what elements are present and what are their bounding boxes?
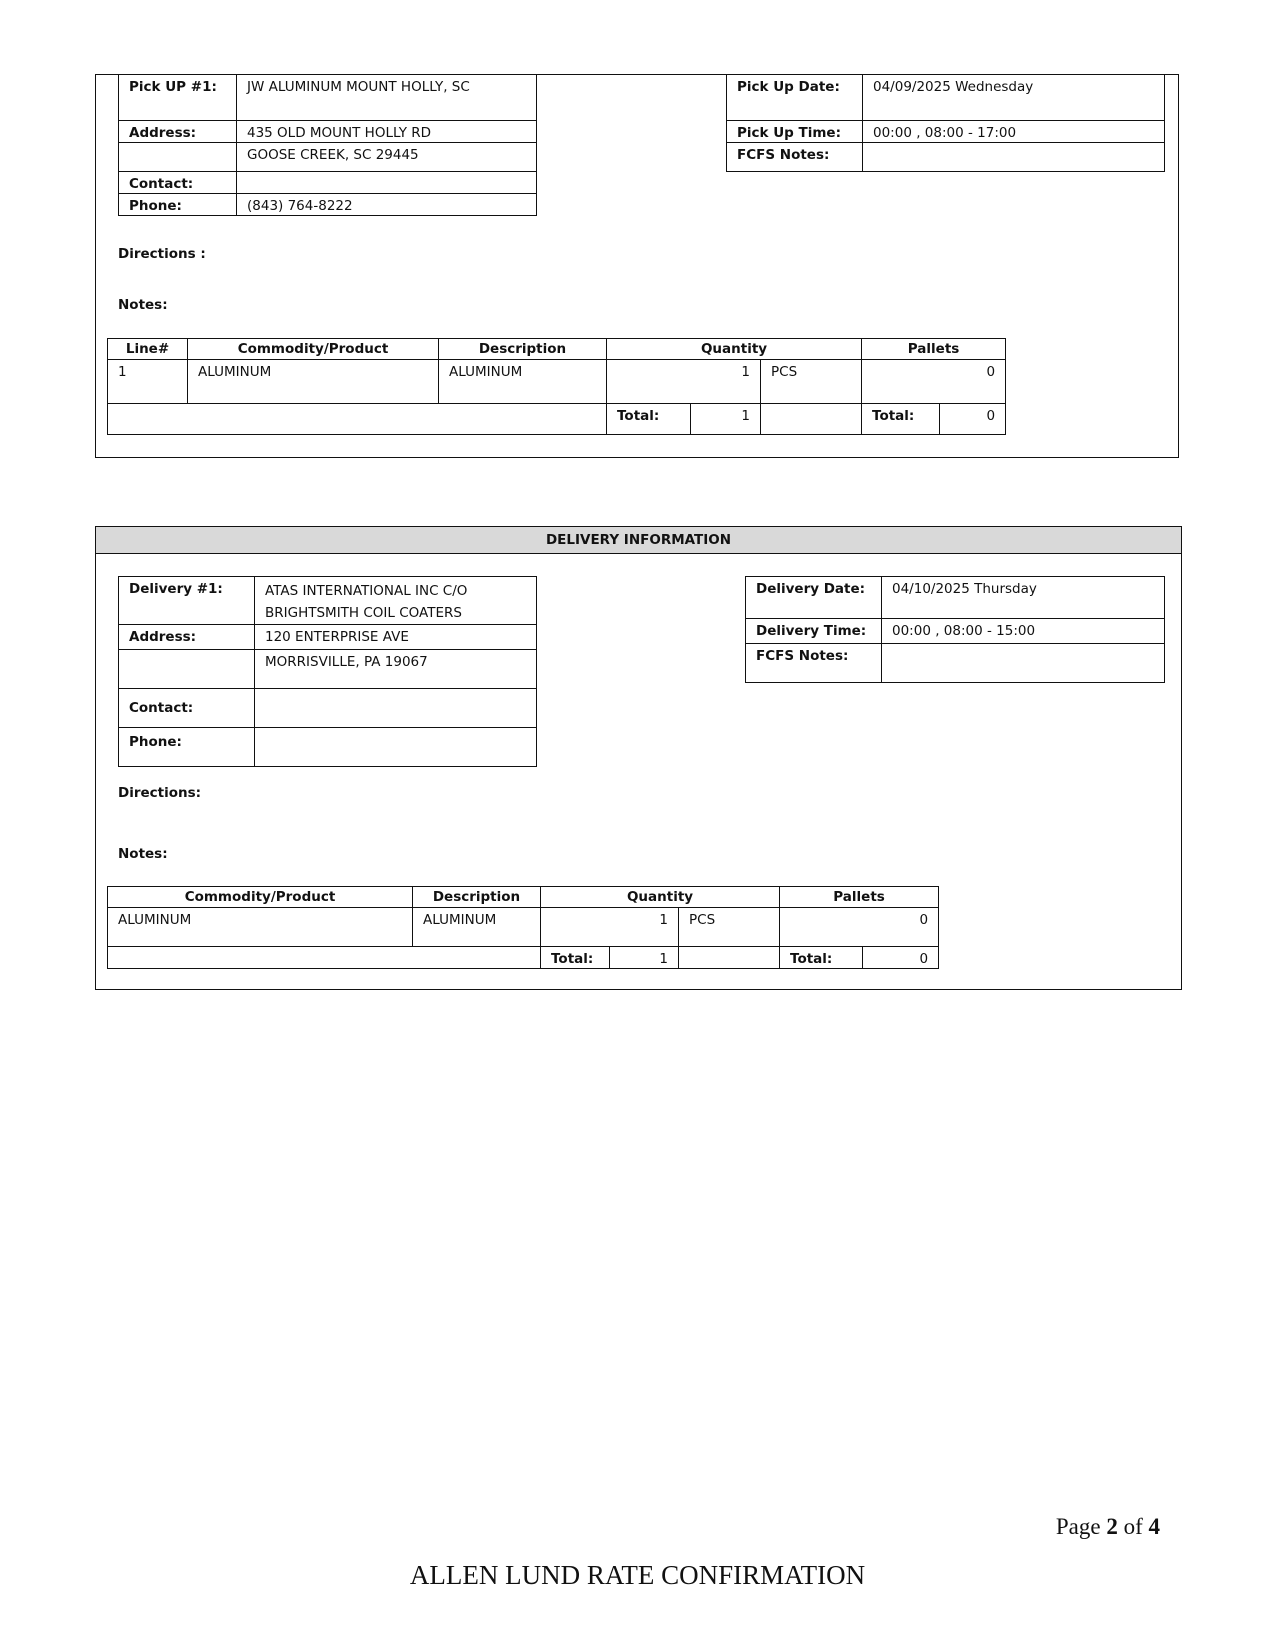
pickup-address-line1: 435 OLD MOUNT HOLLY RD [237,121,537,143]
del-col-header-commodity: Commodity/Product [108,887,413,908]
delivery-contact-label: Contact: [119,689,255,728]
row-description: ALUMINUM [439,360,607,404]
quantity-total-label: Total: [607,404,691,435]
col-header-pallets: Pallets [862,339,1006,360]
del-quantity-total-value: 1 [610,947,679,969]
row-pallets: 0 [862,360,1006,404]
delivery-date-value: 04/10/2025 Thursday [882,577,1165,619]
pickup-time-value: 00:00 , 08:00 - 17:00 [863,121,1165,143]
pickup-notes-label: Notes: [118,297,168,313]
pickup-date-value: 04/09/2025 Wednesday [863,75,1165,121]
delivery-section-title: DELIVERY INFORMATION [96,527,1181,554]
page-total: 4 [1148,1514,1160,1539]
delivery-directions-label: Directions: [118,785,202,801]
pickup-address-label: Address: [119,121,237,143]
delivery-time-value: 00:00 , 08:00 - 15:00 [882,619,1165,644]
page-number [1000,1514,1160,1540]
pickup-name: JW ALUMINUM MOUNT HOLLY, SC [237,75,537,121]
col-header-quantity: Quantity [607,339,862,360]
quantity-total-blank [761,404,862,435]
delivery-schedule-table [745,576,1165,683]
delivery-fcfs-label: FCFS Notes: [746,644,882,683]
del-col-header-pallets: Pallets [780,887,939,908]
row-quantity: 1 [607,360,761,404]
delivery-name [255,577,537,625]
delivery-contact-value [255,689,537,728]
delivery-fcfs-value [882,644,1165,683]
pickup-number-label: Pick UP #1: [119,75,237,121]
delivery-info-table [118,576,537,767]
delivery-name-line1: ATAS INTERNATIONAL INC C/O [265,583,468,599]
pickup-directions-label: Directions : [118,246,206,262]
delivery-address-line2: MORRISVILLE, PA 19067 [255,650,537,689]
del-quantity-total-blank [679,947,780,969]
col-header-line: Line# [108,339,188,360]
pickup-commodity-table [107,338,1006,435]
delivery-phone-label: Phone: [119,728,255,767]
page-prefix: Page [1055,1514,1107,1539]
delivery-address-blank [119,650,255,689]
delivery-number-label: Delivery #1: [119,577,255,625]
page-current: 2 [1106,1514,1118,1539]
row-line-number: 1 [108,360,188,404]
del-col-header-quantity: Quantity [541,887,780,908]
delivery-address-line1: 120 ENTERPRISE AVE [255,625,537,650]
del-row-pallets: 0 [780,908,939,947]
pallets-total-label: Total: [862,404,940,435]
del-col-header-description: Description [413,887,541,908]
del-total-row-blank [108,947,541,969]
pickup-phone-value: (843) 764-8222 [237,194,537,216]
col-header-description: Description [439,339,607,360]
pickup-time-label: Pick Up Time: [727,121,863,143]
pickup-contact-value [237,172,537,194]
document-title: ALLEN LUND RATE CONFIRMATION [409,1560,866,1590]
total-row-blank [108,404,607,435]
delivery-time-label: Delivery Time: [746,619,882,644]
row-unit: PCS [761,360,862,404]
quantity-total-value: 1 [691,404,761,435]
pickup-date-label: Pick Up Date: [727,75,863,121]
pickup-fcfs-label: FCFS Notes: [727,143,863,172]
row-commodity: ALUMINUM [188,360,439,404]
delivery-name-line2: BRIGHTSMITH COIL COATERS [265,605,462,621]
pickup-schedule-table [726,74,1165,172]
delivery-phone-value [255,728,537,767]
del-pallets-total-value: 0 [863,947,939,969]
pallets-total-value: 0 [940,404,1006,435]
del-row-commodity: ALUMINUM [108,908,413,947]
pickup-address-blank [119,143,237,172]
delivery-date-label: Delivery Date: [746,577,882,619]
del-row-quantity: 1 [541,908,679,947]
pickup-fcfs-value [863,143,1165,172]
del-pallets-total-label: Total: [780,947,863,969]
pickup-info-table [118,74,537,216]
page-of: of [1117,1514,1149,1539]
pickup-address-line2: GOOSE CREEK, SC 29445 [237,143,537,172]
pickup-phone-label: Phone: [119,194,237,216]
delivery-notes-label: Notes: [118,846,168,862]
delivery-address-label: Address: [119,625,255,650]
col-header-commodity: Commodity/Product [188,339,439,360]
del-quantity-total-label: Total: [541,947,610,969]
delivery-commodity-table [107,886,939,969]
del-row-unit: PCS [679,908,780,947]
pickup-contact-label: Contact: [119,172,237,194]
del-row-description: ALUMINUM [413,908,541,947]
